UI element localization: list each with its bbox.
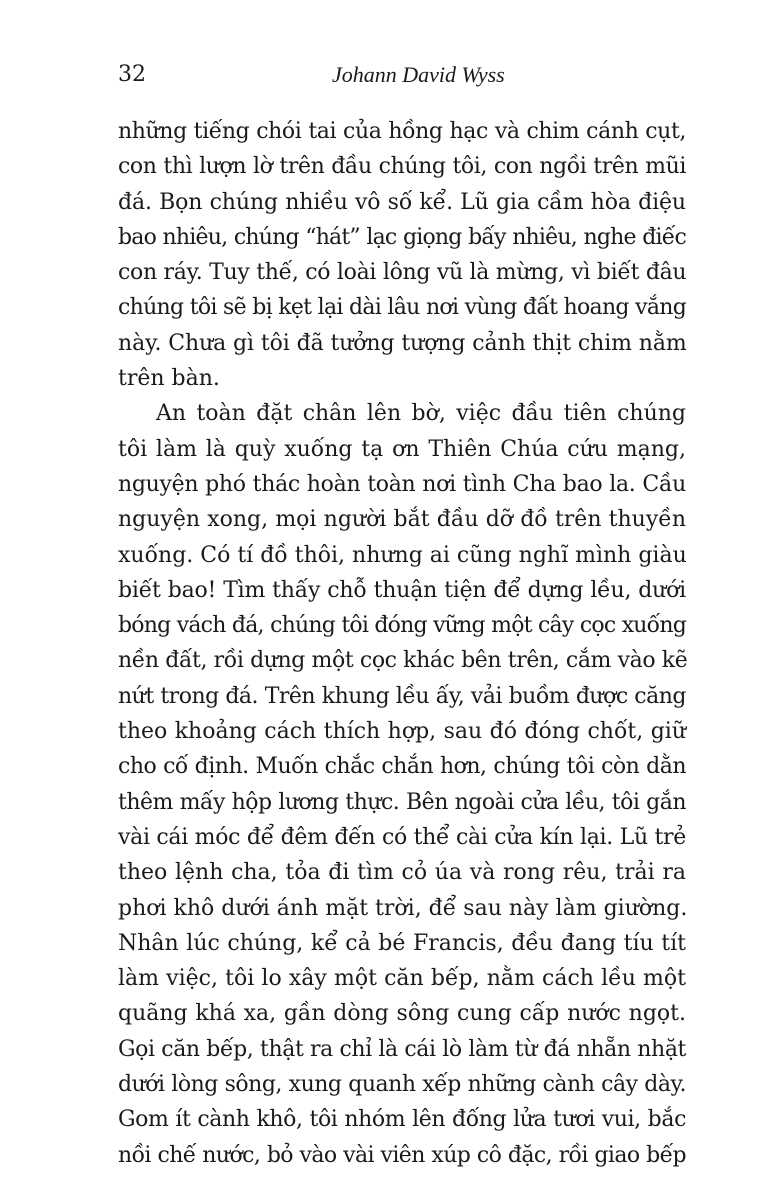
text-line: trên bàn. <box>118 366 220 392</box>
text-line: dưới lòng sông, xung quanh xếp những cành cây dày. <box>118 1072 686 1098</box>
running-head-author: Johann David Wyss <box>332 62 505 87</box>
text-line: theo lệnh cha, tỏa đi tìm cỏ úa và rong rêu, trải ra <box>118 860 686 886</box>
page-header <box>118 62 686 96</box>
text-line: chúng tôi sẽ bị kẹt lại dài lâu nơi vùng đất hoang vắng <box>118 295 687 321</box>
text-line: bóng vách đá, chúng tôi đóng vững một cây cọc xuống <box>118 613 686 639</box>
text-line: phơi khô dưới ánh mặt trời, để sau này làm giường. <box>118 895 688 921</box>
page-number: 32 <box>118 62 146 87</box>
text-line: Nhân lúc chúng, kể cả bé Francis, đều đang tíu tít <box>118 930 686 956</box>
text-line: làm việc, tôi lo xây một căn bếp, nằm cách lều một <box>118 966 686 992</box>
text-line: này. Chưa gì tôi đã tưởng tượng cảnh thịt chim nằm <box>118 330 687 356</box>
body-text <box>118 114 686 1173</box>
text-line: những tiếng chói tai của hồng hạc và chim cánh cụt, <box>118 119 686 144</box>
text-line: đá. Bọn chúng nhiều vô số kể. Lũ gia cầm hòa điệu <box>118 189 686 215</box>
text-line: cho cố định. Muốn chắc chắn hơn, chúng tôi còn dằn <box>118 754 686 780</box>
text-line: nồi chế nước, bỏ vào vài viên xúp cô đặc, rồi giao bếp <box>118 1142 686 1168</box>
text-line: tôi làm là quỳ xuống tạ ơn Thiên Chúa cứu mạng, <box>118 436 686 462</box>
text-line: An toàn đặt chân lên bờ, việc đầu tiên chúng <box>156 401 686 427</box>
text-line: bao nhiêu, chúng “hát” lạc giọng bấy nhiêu, nghe điếc <box>118 224 686 250</box>
text-line: nền đất, rồi dựng một cọc khác bên trên, cắm vào kẽ <box>118 648 688 674</box>
text-line: quãng khá xa, gần dòng sông cung cấp nước ngọt. <box>118 1001 686 1027</box>
text-line: con ráy. Tuy thế, có loài lông vũ là mừng, vì biết đâu <box>118 260 687 286</box>
text-line: con thì lượn lờ trên đầu chúng tôi, con ngồi trên mũi <box>118 154 686 180</box>
text-line: Gom ít cành khô, tôi nhóm lên đống lửa tươi vui, bắc <box>118 1107 686 1133</box>
text-line: nguyện xong, mọi người bắt đầu dỡ đồ trên thuyền <box>118 507 686 533</box>
text-line: vài cái móc để đêm đến có thể cài cửa kín lại. Lũ trẻ <box>118 824 686 850</box>
text-line: nguyện phó thác hoàn toàn nơi tình Cha bao la. Cầu <box>118 471 686 497</box>
text-line: Gọi căn bếp, thật ra chỉ là cái lò làm từ đá nhẵn nhặt <box>118 1036 686 1062</box>
text-line: theo khoảng cách thích hợp, sau đó đóng chốt, giữ <box>118 719 686 745</box>
text-line: thêm mấy hộp lương thực. Bên ngoài cửa lều, tôi gắn <box>118 789 686 815</box>
text-line: xuống. Có tí đồ thôi, nhưng ai cũng nghĩ mình giàu <box>118 542 687 568</box>
text-line: biết bao! Tìm thấy chỗ thuận tiện để dựng lều, dưới <box>118 577 686 603</box>
paragraph <box>118 396 686 1173</box>
paragraph <box>118 114 686 396</box>
text-line: nứt trong đá. Trên khung lều ấy, vải buồm được căng <box>118 683 686 709</box>
